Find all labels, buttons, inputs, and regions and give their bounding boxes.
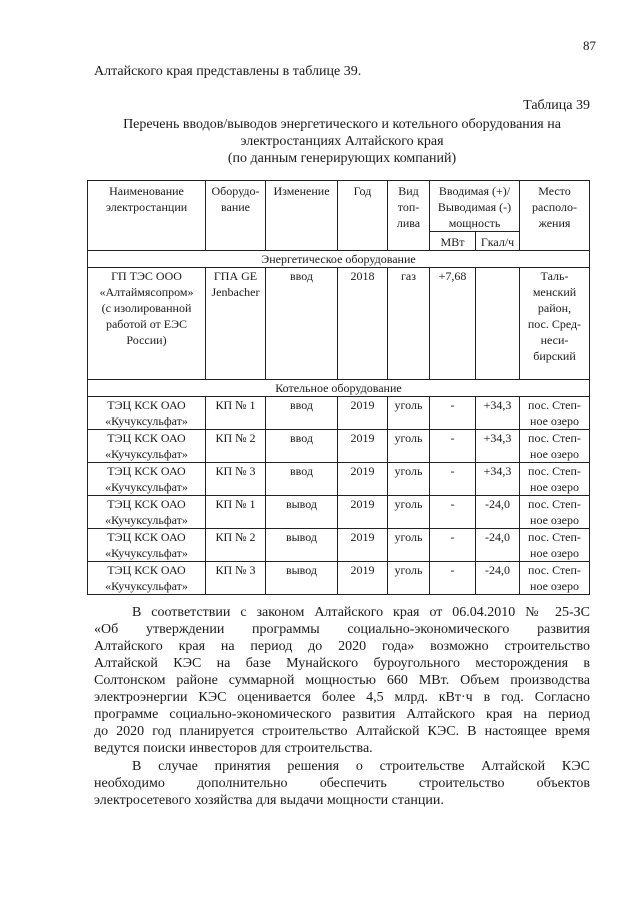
text-line: «Кучуксульфат» [105,480,188,494]
mw-cell: - [430,397,476,430]
equipment-cell [206,268,266,380]
text-line: ТЭЦ КСК ОАО [107,563,186,577]
text-line: пос. Сред- [527,317,582,331]
paragraph-line: электросетевого хозяйства для выдачи мощности станции. [94,793,444,808]
text-line: электростанции [105,200,188,214]
paragraph-line: В соответствии с законом Алтайского края от 06.04.2010 № 25-ЗС [132,605,590,620]
header-location [520,181,590,251]
station-name [88,562,206,595]
fuel-cell: уголь [388,397,430,430]
mw-cell: - [430,430,476,463]
paragraph-line: программе социально-экономического развития Алтайского края на период [94,707,590,722]
text-line: «Кучуксульфат» [105,546,188,560]
year-cell: 2019 [338,562,388,595]
paragraph-line: ведутся поиски инвесторов для строительства. [94,741,373,756]
text-line: «Кучуксульфат» [105,447,188,461]
gcal-cell: -24,0 [476,529,520,562]
equipment-table [87,180,590,595]
year-cell: 2019 [338,529,388,562]
change-cell: ввод [266,463,338,496]
text-line: пос. Степ- [528,563,581,577]
station-name [88,430,206,463]
text-line: работой от ЕЭС [105,317,188,331]
text-line: Вводимая (+)/ [438,184,511,198]
text-line: (с изолированной [101,301,192,315]
table-row [88,268,590,380]
paragraph-line: электроэнергии КЭС оценивается более 4,5 млрд. кВт·ч в год. Согласно [94,690,590,705]
year-cell: 2019 [338,463,388,496]
text-line: топ- [397,200,420,214]
table-title [94,116,590,167]
fuel-cell: уголь [388,496,430,529]
text-line: ное озеро [530,546,579,560]
fuel-cell: уголь [388,529,430,562]
mw-cell: - [430,529,476,562]
page-number: 87 [583,38,596,53]
text-line: ТЭЦ КСК ОАО [107,497,186,511]
text-line: жения [538,216,571,230]
text-line: ное озеро [530,579,579,593]
text-line: Год [353,184,372,198]
text-line: Изменение [273,184,330,198]
text-line: пос. Степ- [528,464,581,478]
gcal-cell: -24,0 [476,496,520,529]
header-station [88,181,206,251]
text-line: пос. Степ- [528,431,581,445]
equipment-cell: КП № 2 [206,529,266,562]
text-line: неси- [540,333,569,347]
location-cell [520,529,590,562]
gcal-cell [476,268,520,380]
paragraph-line: Алтайской КЭС на базе Мунайского буроугольного месторождения в [94,656,590,671]
year-cell: 2019 [338,430,388,463]
text-line: «Кучуксульфат» [105,579,188,593]
equipment-cell: КП № 1 [206,496,266,529]
text-line: ГПА GE [213,269,258,283]
paragraph-2 [94,758,590,809]
text-line: Наименование [109,184,184,198]
header-fuel [388,181,430,251]
header-mw: МВт [430,232,476,251]
text-line: ное озеро [530,513,579,527]
change-cell: ввод [266,430,338,463]
text-line: ТЭЦ КСК ОАО [107,464,186,478]
header-capacity [430,181,520,232]
text-line: Оборудо- [211,184,260,198]
text-line: пос. Степ- [528,530,581,544]
station-name [88,496,206,529]
text-line: лива [396,216,421,230]
location-cell [520,397,590,430]
station-name [88,463,206,496]
table-row [88,397,590,430]
text-line: ТЭЦ КСК ОАО [107,398,186,412]
text-line: пос. Степ- [528,497,581,511]
gcal-cell: +34,3 [476,430,520,463]
text-line: ное озеро [530,414,579,428]
text-line: бирский [533,349,576,363]
year-cell: 2019 [338,496,388,529]
paragraph-line: Солтонском районе суммарной мощностью 660 МВт. Объем производства [94,673,590,688]
change-cell: ввод [266,268,338,380]
paragraph-line: Алтайского края на период до 2020 года» возможно строительство [94,639,590,654]
header-equipment [206,181,266,251]
text-line: мощность [448,216,501,230]
paragraph-line: необходимо дополнительно обеспечить строительство объектов [94,776,590,791]
text-line: Вид [398,184,419,198]
text-line: располо- [532,200,577,214]
location-cell [520,430,590,463]
table-row [88,562,590,595]
lead-line: Алтайского края представлены в таблице 39. [94,64,362,79]
location-cell [520,463,590,496]
station-name [88,397,206,430]
text-line: России) [126,333,167,347]
text-line: район, [537,301,572,315]
text-line: вание [220,200,250,214]
gcal-cell: +34,3 [476,463,520,496]
table-row [88,430,590,463]
change-cell: вывод [266,562,338,595]
mw-cell: - [430,463,476,496]
text-line: ное озеро [530,480,579,494]
text-line: ТЭЦ КСК ОАО [107,530,186,544]
section-energy: Энергетическое оборудование [88,251,590,268]
equipment-cell: КП № 2 [206,430,266,463]
paragraph-1 [94,604,590,757]
header-change [266,181,338,251]
text-line: пос. Степ- [528,398,581,412]
gcal-cell: +34,3 [476,397,520,430]
table-row [88,463,590,496]
text-line: менский [532,285,577,299]
fuel-cell: уголь [388,562,430,595]
table-title-line: (по данным генерирующих компаний) [227,151,457,166]
year-cell: 2019 [338,397,388,430]
location-cell [520,496,590,529]
paragraph-line: «Об утверждении программы социально-экономического развития [94,622,590,637]
change-cell: вывод [266,496,338,529]
text-line: «Алтаймясопром» [99,285,194,299]
header-gcal: Гкал/ч [476,232,520,251]
station-name [88,529,206,562]
text-line: «Кучуксульфат» [105,414,188,428]
table-row [88,529,590,562]
change-cell: ввод [266,397,338,430]
location-cell [520,562,590,595]
text-line: ГП ТЭС ООО [111,269,182,283]
text-line: Выводимая (-) [437,200,512,214]
text-line: Место [538,184,571,198]
gcal-cell: -24,0 [476,562,520,595]
station-name [88,268,206,380]
year-cell: 2018 [338,268,388,380]
mw-cell: +7,68 [430,268,476,380]
fuel-cell: уголь [388,430,430,463]
equipment-cell: КП № 3 [206,562,266,595]
text-line: ное озеро [530,447,579,461]
paragraph-line: В случае принятия решения о строительстве Алтайской КЭС [132,759,590,774]
paragraph-line: до 2020 год планируется строительство Алтайской КЭС. В настоящее время [94,724,590,739]
equipment-cell: КП № 1 [206,397,266,430]
equipment-cell: КП № 3 [206,463,266,496]
table-title-line: Перечень вводов/выводов энергетического и котельного оборудования на [123,117,561,132]
mw-cell: - [430,496,476,529]
section-boiler: Котельное оборудование [88,380,590,397]
text-line: Таль- [540,269,569,283]
text-line: «Кучуксульфат» [105,513,188,527]
table-row [88,496,590,529]
change-cell: вывод [266,529,338,562]
table-label: Таблица 39 [523,98,590,113]
mw-cell: - [430,562,476,595]
location-cell [520,268,590,380]
table-title-line: электростанциях Алтайского края [240,134,444,149]
fuel-cell: уголь [388,463,430,496]
text-line: Jenbacher [211,285,260,299]
fuel-cell: газ [388,268,430,380]
header-year [338,181,388,251]
text-line: ТЭЦ КСК ОАО [107,431,186,445]
